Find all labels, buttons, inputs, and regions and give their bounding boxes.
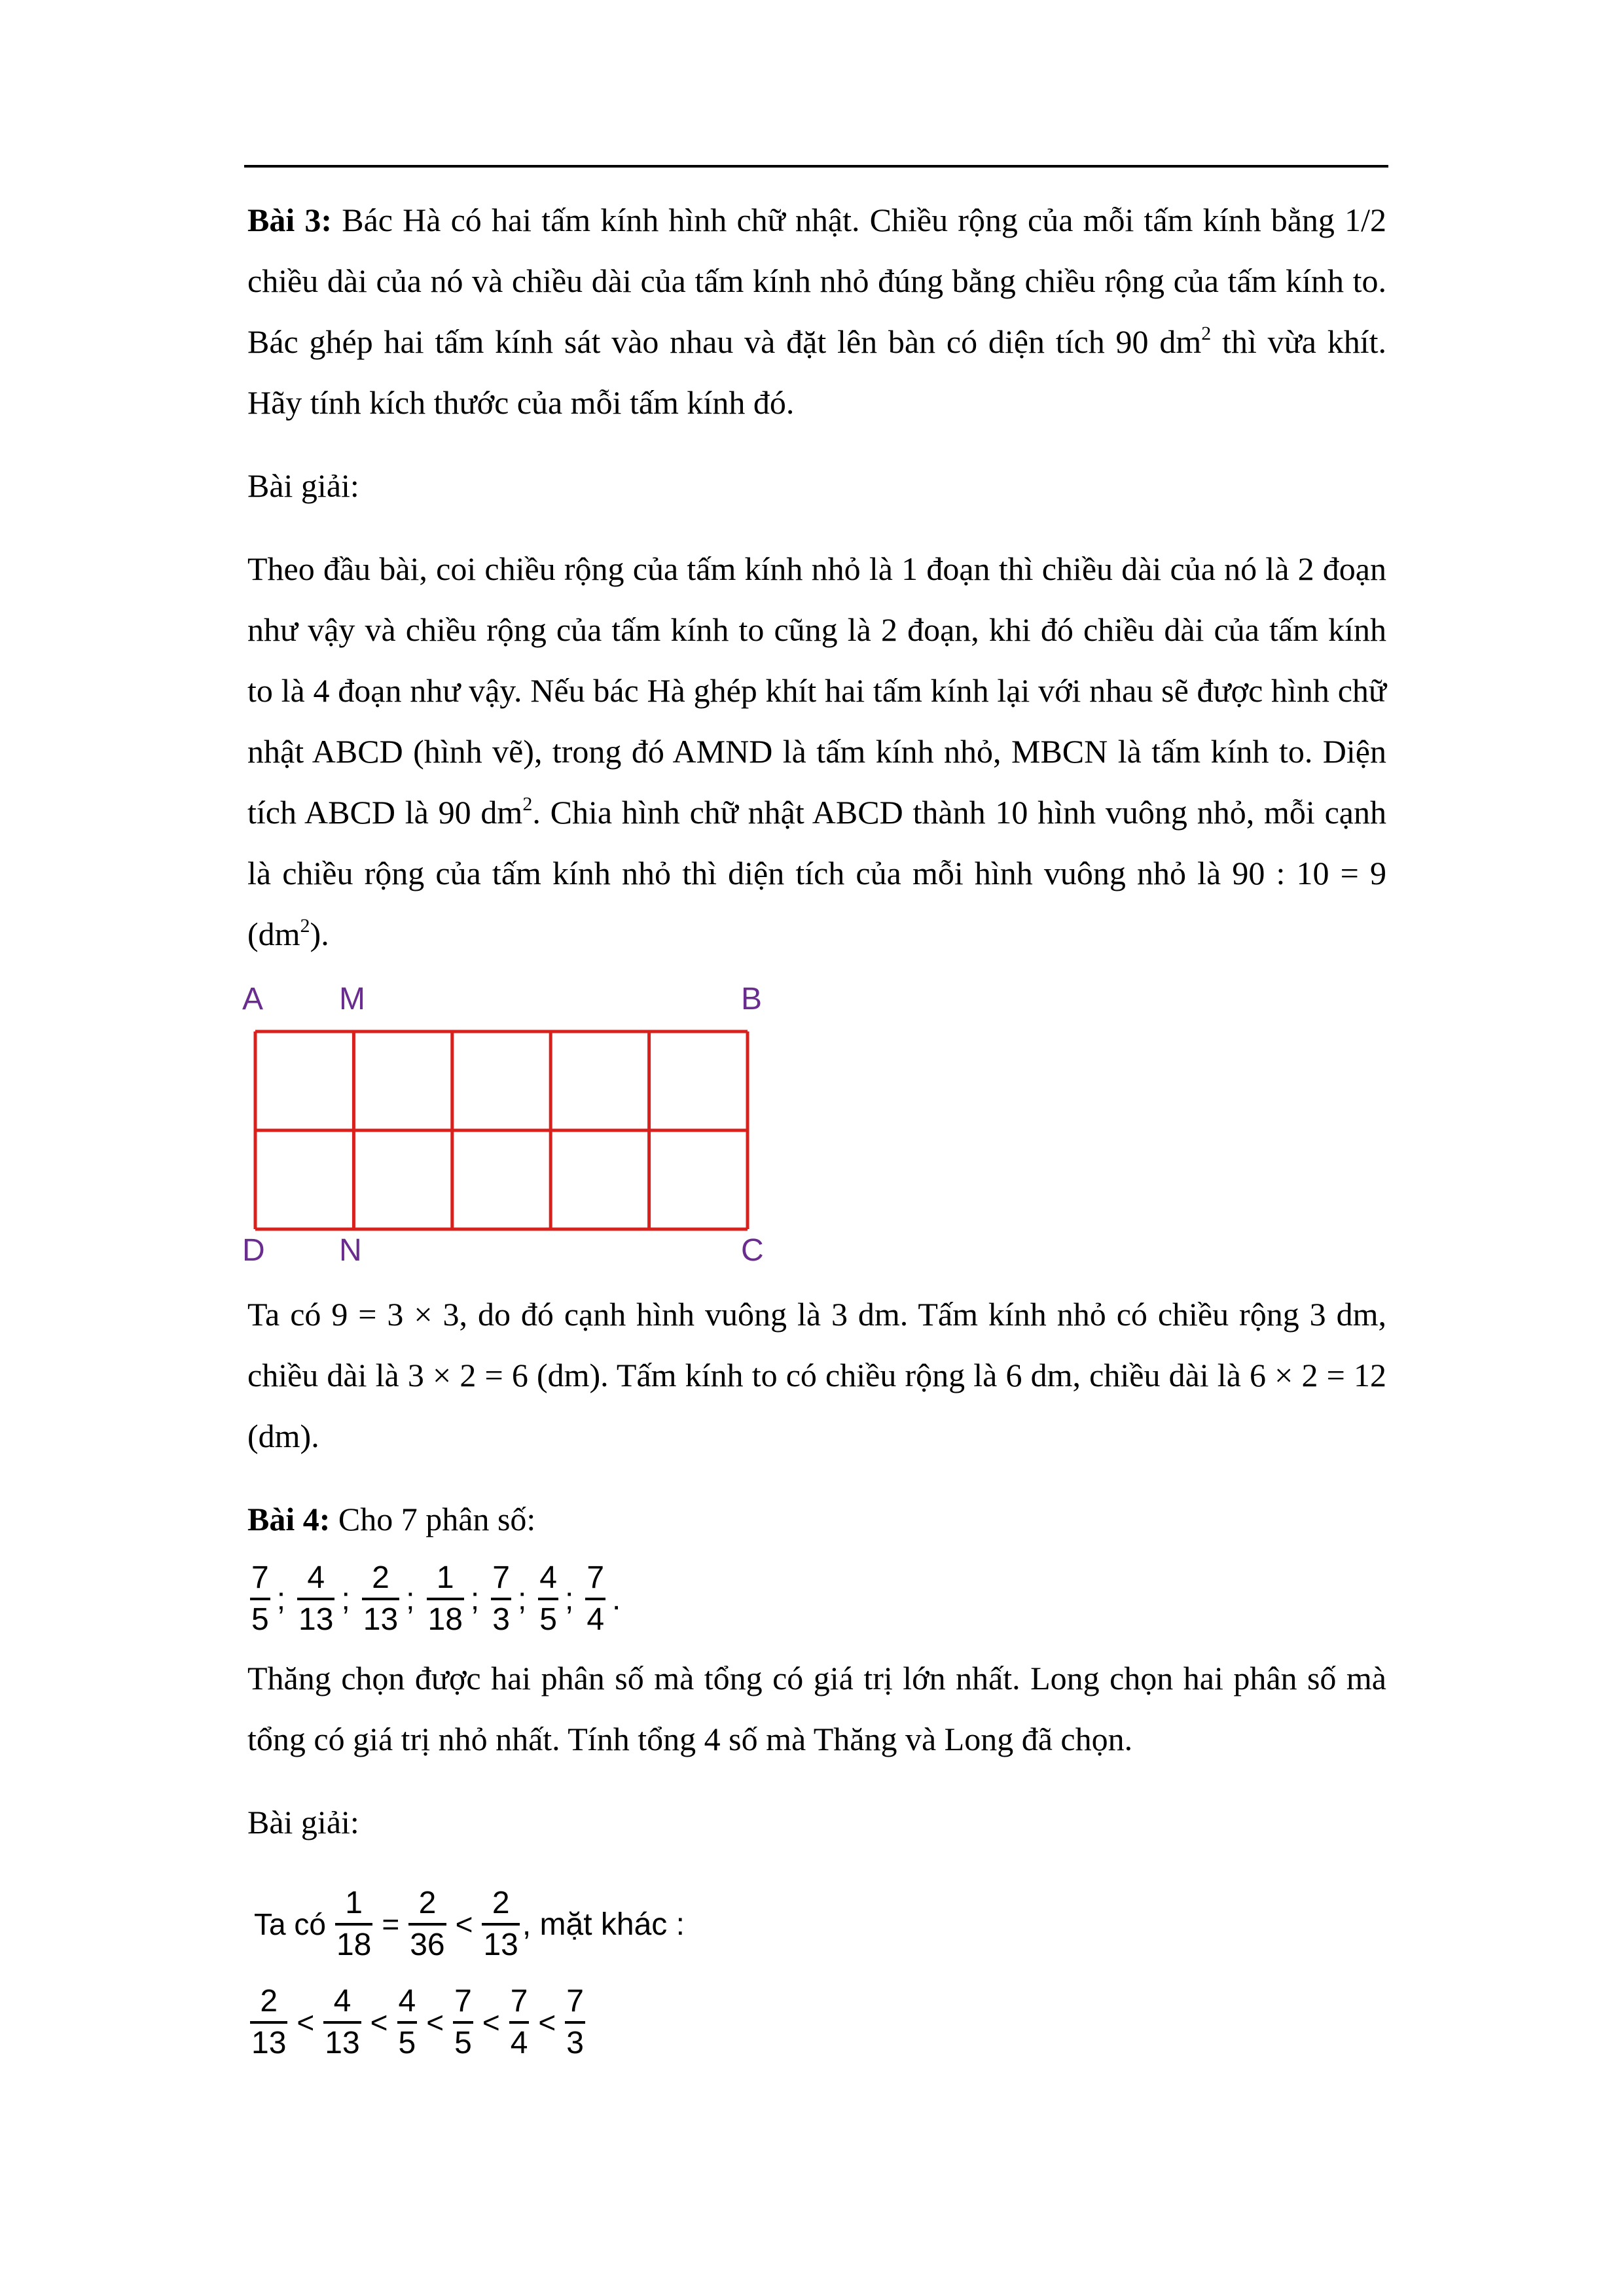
separator: ; (565, 1581, 574, 1617)
separator: ; (517, 1581, 527, 1617)
separator: ; (341, 1581, 350, 1617)
denominator: 36 (408, 1923, 446, 1963)
bai3-solution-label: Bài giải: (247, 467, 359, 504)
numerator: 7 (454, 1984, 472, 2018)
bai3-title: Bài 3: (247, 202, 333, 238)
denominator: 3 (491, 1598, 511, 1638)
operator: < (538, 2005, 556, 2039)
operator: < (455, 1907, 473, 1941)
bai4-title: Bài 4: (247, 1501, 331, 1537)
operator: < (426, 2005, 444, 2039)
fraction (397, 1984, 418, 2061)
denominator: 13 (362, 1598, 399, 1638)
line1-suffix: , mặt khác : (522, 1907, 685, 1942)
denominator: 18 (335, 1923, 372, 1963)
separator: ; (276, 1581, 286, 1617)
denominator: 5 (538, 1598, 558, 1638)
numerator: 7 (510, 1984, 528, 2018)
denominator: 18 (427, 1598, 464, 1638)
fraction (335, 1886, 372, 1963)
operator: < (482, 2005, 500, 2039)
fraction (362, 1560, 399, 1638)
fraction (538, 1560, 558, 1638)
numerator: 7 (492, 1560, 510, 1595)
denominator: 13 (482, 1923, 519, 1963)
bai4-intro: Bài 4: Cho 7 phân số: (247, 1501, 536, 1537)
denominator: 3 (565, 2021, 585, 2061)
numerator: 7 (566, 1984, 584, 2018)
label-C: C (741, 1233, 764, 1268)
fraction (408, 1886, 446, 1963)
bai3-solution-text: Theo đầu bài, coi chiều rộng của tấm kính nhỏ là 1 đoạn thì chiều dài của nó là 2 đoạn như vậy và chiều rộng của tấm kính to cũng là 2 đoạn, khi đó chiều dài của tấm kính to là 4 đoạn như vậy. Nếu bác Hà ghép khít hai tấm kính lại với nhau sẽ được hình chữ nhật ABCD (hình vẽ), trong đó AMND là tấm kính nhỏ, MBCN là tấm kính to. Diện tích ABCD là 90 $dm^2$. Chia hình chữ nhật ABCD thành 10 hình vuông nhỏ, mỗi cạnh là chiều rộng của tấm kính nhỏ thì diện tích của mỗi hình vuông nhỏ là 90 : 10 = 9 $(dm^2)$. (247, 550, 1386, 952)
numerator: 2 (372, 1560, 389, 1595)
label-B: B (741, 982, 763, 1016)
numerator: 7 (251, 1560, 269, 1595)
fraction (250, 1984, 287, 2061)
fraction (491, 1560, 511, 1638)
numerator: 2 (418, 1886, 437, 1920)
bai4-solution-label: Bài giải: (247, 1804, 359, 1840)
label-D: D (242, 1233, 265, 1268)
label-A: A (242, 982, 264, 1016)
denominator: 5 (250, 1598, 270, 1638)
operator: < (370, 2005, 388, 2039)
separator: ; (406, 1581, 415, 1617)
bai3-conclusion: Ta có 9 = 3 × 3, do đó cạnh hình vuông là 3 dm. Tấm kính nhỏ có chiều rộng 3 dm, chiều dài là 3 × 2 = 6 (dm). Tấm kính to có chiều rộng là 6 dm, chiều dài là 6 × 2 = 12 (dm). (247, 1296, 1386, 1454)
solution-line-2 (247, 1973, 1386, 2072)
denominator: 4 (509, 2021, 530, 2061)
end-mark: . (612, 1581, 621, 1617)
numerator: 4 (307, 1560, 325, 1595)
denominator: 13 (297, 1598, 334, 1638)
fraction (323, 1984, 361, 2061)
numerator: 2 (492, 1886, 510, 1920)
denominator: 13 (250, 2021, 287, 2061)
denominator: 4 (585, 1598, 605, 1638)
numerator: 4 (539, 1560, 557, 1595)
bai3-problem: Bài 3: Bác Hà có hai tấm kính hình chữ nhật. Chiều rộng của mỗi tấm kính bằng 1/2 chiều dài của nó và chiều dài của tấm kính nhỏ đúng bằng chiều rộng của tấm kính to. Bác ghép hai tấm kính sát vào nhau và đặt lên bàn có diện tích 90 $dm^2$ thì vừa khít. Hãy tính kích thước của mỗi tấm kính đó. (247, 202, 1386, 421)
denominator: 5 (453, 2021, 473, 2061)
grid-lines (255, 1031, 748, 1229)
separator: ; (470, 1581, 480, 1617)
fraction-list (247, 1550, 1386, 1648)
solution-line-1 (247, 1875, 1386, 1973)
fraction (297, 1560, 334, 1638)
label-M: M (339, 982, 365, 1016)
numerator: 4 (333, 1984, 352, 2018)
denominator: 13 (323, 2021, 361, 2061)
fraction (565, 1984, 585, 2061)
operator: = (382, 1907, 400, 1941)
numerator: 4 (398, 1984, 416, 2018)
operator: < (297, 2005, 315, 2039)
numerator: 2 (260, 1984, 278, 2018)
bai4-problem: Thăng chọn được hai phân số mà tổng có giá trị lớn nhất. Long chọn hai phân số mà tổng có giá trị nhỏ nhất. Tính tổng 4 số mà Thăng và Long đã chọn. (247, 1660, 1386, 1757)
vertex-labels (242, 982, 764, 1268)
numerator: 7 (586, 1560, 605, 1595)
fraction (585, 1560, 605, 1638)
fraction (250, 1560, 270, 1638)
fraction (427, 1560, 464, 1638)
document-body (242, 190, 1386, 2072)
label-N: N (339, 1233, 362, 1268)
fraction (453, 1984, 473, 2061)
numerator: 1 (345, 1886, 363, 1920)
rectangle-diagram (242, 978, 1386, 1284)
line1-prefix: Ta có (254, 1907, 326, 1941)
fraction (509, 1984, 530, 2061)
fraction (482, 1886, 519, 1963)
numerator: 1 (436, 1560, 454, 1595)
header-rule (244, 165, 1388, 168)
denominator: 5 (397, 2021, 418, 2061)
